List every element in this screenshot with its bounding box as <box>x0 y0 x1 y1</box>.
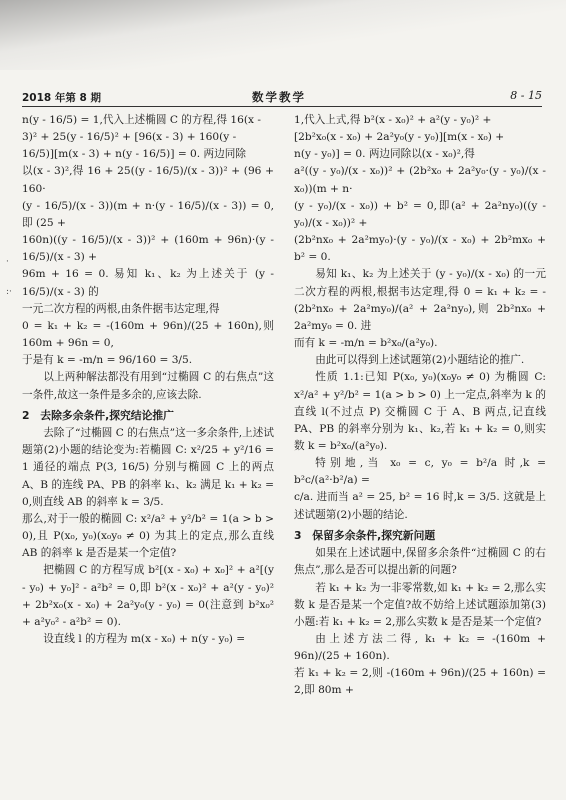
right-line-5: (2b²nx₀ + 2a²my₀)·(y - y₀)/(x - x₀) + 2b²mx₀ + b² = 0. <box>294 234 546 264</box>
right-paragraph-keep: 如果在上述试题中,保留多余条件“过椭圆 C 的右焦点”,那么是否可以提出新的问题? <box>294 547 546 577</box>
left-line-5: 160n)((y - 16/5)/(x - 3))² + (160m + 96n)·(y - 16/5)/(x - 3) + <box>22 234 274 264</box>
right-paragraph-result: c/a. 进而当 a² = 25, b² = 16 时,k = 3/5. 这就是上述试题第(2)小题的结论. <box>294 491 546 521</box>
left-line-4: (y - 16/5)/(x - 3))(m + n·(y - 16/5)/(x - 3)) = 0, 即 (25 + <box>22 199 274 229</box>
scan-shadow <box>0 0 566 70</box>
left-paragraph-rewrite: 把椭圆 C 的方程写成 b²[(x - x₀) + x₀]² + a²[(y - y₀) + y₀]² - a²b² = 0,即 b²(x - x₀)² + a²(y - y₀)² + 2b²x₀(x - x₀) + 2a²y₀(y - y₀) = 0(注意到 b²x₀² + a²y₀² - a²b² = 0). <box>22 564 274 628</box>
page-number: 8 - 15 <box>510 89 542 102</box>
left-line-6: 96m + 16 = 0. 易知 k₁、k₂ 为上述关于 (y - 16/5)/(x - 3) 的 <box>22 268 274 298</box>
section-3-heading: 3 保留多余条件,探究新问题 <box>294 528 436 542</box>
left-paragraph-line-l: 设直线 l 的方程为 m(x - x₀) + n(y - y₀) = <box>43 633 246 646</box>
page-header <box>22 88 542 107</box>
right-paragraph-vieta: 易知 k₁、k₂ 为上述关于 (y - y₀)/(x - x₀) 的一元二次方程的两根,根据韦达定理,得 0 = k₁ + k₂ = -(2b²nx₀ + 2a²my₀)/(a² + 2a²ny₀),则 2b²nx₀ + 2a²my₀ = 0. 进 <box>294 268 546 332</box>
right-paragraph-special: 特别地,当 x₀ = c, y₀ = b²/a 时,k = b²c/(a²·b²/a) = <box>294 457 546 487</box>
right-column <box>294 112 546 700</box>
left-line-2: 16/5)][m(x - 3) + n(y - 16/5)] = 0. 两边同除 <box>22 148 246 161</box>
right-line-3: a²((y - y₀)/(x - x₀))² + (2b²x₀ + 2a²y₀·(y - y₀)/(x - x₀))(m + n· <box>294 165 546 195</box>
issue-label: 2018 年第 8 期 <box>22 92 101 104</box>
left-paragraph-question: 那么,对于一般的椭圆 C: x²/a² + y²/b² = 1(a > b > 0),且 P(x₀, y₀)(x₀y₀ ≠ 0) 为其上的定点,那么直线 AB 的斜率 k 是否是某一个定值? <box>22 512 274 560</box>
right-line-2: n(y - y₀)] = 0. 两边同除以(x - x₀)²,得 <box>294 148 475 161</box>
right-paragraph-final: 若 k₁ + k₂ = 2,则 -(160m + 96n)/(25 + 160n) = 2,即 80m + <box>294 667 546 697</box>
right-line-0: 1,代入上式,得 b²(x - x₀)² + a²(y - y₀)² + <box>294 114 492 126</box>
right-paragraph-method2: 由上述方法二得, k₁ + k₂ = -(160m + 96n)/(25 + 160n). <box>294 633 546 663</box>
left-line-0: n(y - 16/5) = 1,代入上述椭圆 C 的方程,得 16(x - <box>22 114 261 126</box>
right-line-k: 而有 k = -m/n = b²x₀/(a²y₀). <box>294 337 438 350</box>
left-paragraph-conclusion: 以上两种解法都没有用到“过椭圆 C 的右焦点”这一条件,故这一条件是多余的,应该去除. <box>22 371 274 401</box>
right-line-1: [2b²x₀(x - x₀) + 2a²y₀(y - y₀)][m(x - x₀) + <box>294 131 505 144</box>
right-paragraph-extension: 由此可以得到上述试题第(2)小题结论的推广. <box>315 354 525 367</box>
left-line-8: 0 = k₁ + k₂ = -(160m + 96n)/(25 + 160n),则 160m + 96n = 0, <box>22 319 274 350</box>
left-line-3: 以(x - 3)²,得 16 + 25((y - 16/5)/(x - 3))² + (96 + 160· <box>22 165 274 195</box>
left-line-9: 于是有 k = -m/n = 96/160 = 3/5. <box>22 354 193 367</box>
margin-marks: · :· <box>6 257 12 297</box>
journal-title: 数学教学 <box>252 90 306 104</box>
left-paragraph-generalization: 去除了“过椭圆 C 的右焦点”这一多余条件,上述试题第(2)小题的结论变为:若椭圆 C: x²/25 + y²/16 = 1 通径的端点 P(3, 16/5) 分别与椭圆 C 上的两点 A、B 的连线 PA、PB 的斜率 k₁、k₂ 满足 k₁ + k₂ = 0,则直线 AB 的斜率 k = 3/5. <box>22 427 274 508</box>
left-line-1: 3)² + 25(y - 16/5)² + [96(x - 3) + 160(y - <box>22 131 237 144</box>
section-2-heading: 2 去除多余条件,探究结论推广 <box>22 408 174 422</box>
right-paragraph-nonzero: 若 k₁ + k₂ 为一非零常数,如 k₁ + k₂ = 2,那么实数 k 是否是某一个定值?故不妨给上述试题添加第(3)小题:若 k₁ + k₂ = 2,那么实数 k 是否是某一个定值? <box>294 581 546 628</box>
left-line-7: 一元二次方程的两根,由条件据韦达定理,得 <box>22 302 220 315</box>
right-line-4: (y - y₀)/(x - x₀)) + b² = 0,即(a² + 2a²ny₀)((y - y₀)/(x - x₀))² + <box>294 199 546 229</box>
property-1-1: 性质 1.1:已知 P(x₀, y₀)(x₀y₀ ≠ 0) 为椭圆 C: x²/a² + y²/b² = 1(a > b > 0) 上一定点,斜率为 k 的直线 l(不过点 P) 交椭圆 C 于 A、B 两点,记直线 PA、PB 的斜率分别为 k₁、k₂,若 k₁ + k₂ = 0,则实数 k = b²x₀/(a²y₀). <box>294 371 546 452</box>
left-column <box>22 112 274 648</box>
